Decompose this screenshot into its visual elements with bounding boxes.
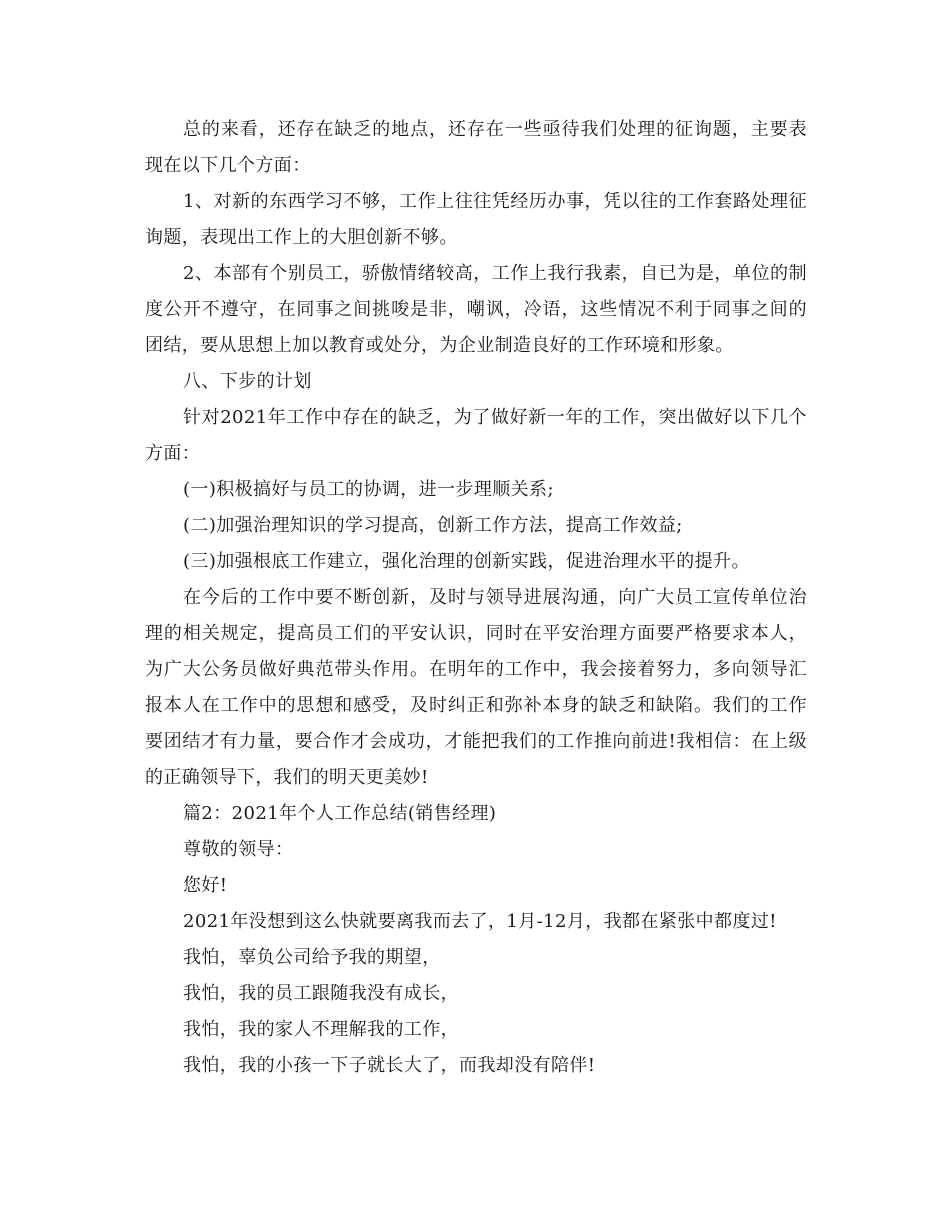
paragraph-fear-4: 我怕，我的小孩一下子就长大了，而我却没有陪伴! xyxy=(183,1055,596,1076)
paragraph-fear-2: 我怕，我的员工跟随我没有成长， xyxy=(183,983,459,1004)
paragraph-plan-intro: 针对2021年工作中存在的缺乏，为了做好新一年的工作，突出做好以下几个方面： xyxy=(145,407,807,464)
greeting: 您好! xyxy=(183,875,228,896)
paragraph-fear-3: 我怕，我的家人不理解我的工作， xyxy=(183,1019,459,1040)
salutation: 尊敬的领导： xyxy=(183,839,294,860)
paragraph-issue-1: 1、对新的东西学习不够，工作上往往凭经历办事，凭以往的工作套路处理征询题，表现出工作上的大胆创新不够。 xyxy=(145,191,807,248)
paragraph-issue-2: 2、本部有个别员工，骄傲情绪较高，工作上我行我素，自已为是，单位的制度公开不遵守，在同事之间挑唆是非，嘲讽，冷语，这些情况不利于同事之间的团结，要从思想上加以教育或处分，为企业制造良好的工作环境和形象。 xyxy=(145,263,807,356)
article-2-title: 篇2：2021年个人工作总结(销售经理) xyxy=(183,803,497,824)
document-body xyxy=(145,112,807,1084)
paragraph-future-work: 在今后的工作中要不断创新，及时与领导进展沟通，向广大员工宣传单位治理的相关规定，提高员工们的平安认识，同时在平安治理方面要严格要求本人，为广大公务员做好典范带头作用。在明年的工作中，我会接着努力，多向领导汇报本人在工作中的思想和感受，及时纠正和弥补本身的缺乏和缺陷。我们的工作要团结才有力量，要合作才会成功，才能把我们的工作推向前进!我相信：在上级的正确领导下，我们的明天更美妙! xyxy=(145,587,807,788)
paragraph-summary-intro: 总的来看，还存在缺乏的地点，还存在一些亟待我们处理的征询题，主要表现在以下几个方面： xyxy=(145,119,807,176)
plan-item-1: (一)积极搞好与员工的协调，进一步理顺关系; xyxy=(183,479,554,500)
plan-item-3: (三)加强根底工作建立，强化治理的创新实践，促进治理水平的提升。 xyxy=(183,551,750,572)
paragraph-fear-1: 我怕，辜负公司给予我的期望， xyxy=(183,947,441,968)
plan-item-2: (二)加强治理知识的学习提高，创新工作方法，提高工作效益; xyxy=(183,515,683,536)
paragraph-year-passed: 2021年没想到这么快就要离我而去了，1月-12月，我都在紧张中都度过! xyxy=(183,911,777,932)
section-heading-next-plan: 八、下步的计划 xyxy=(183,371,312,392)
